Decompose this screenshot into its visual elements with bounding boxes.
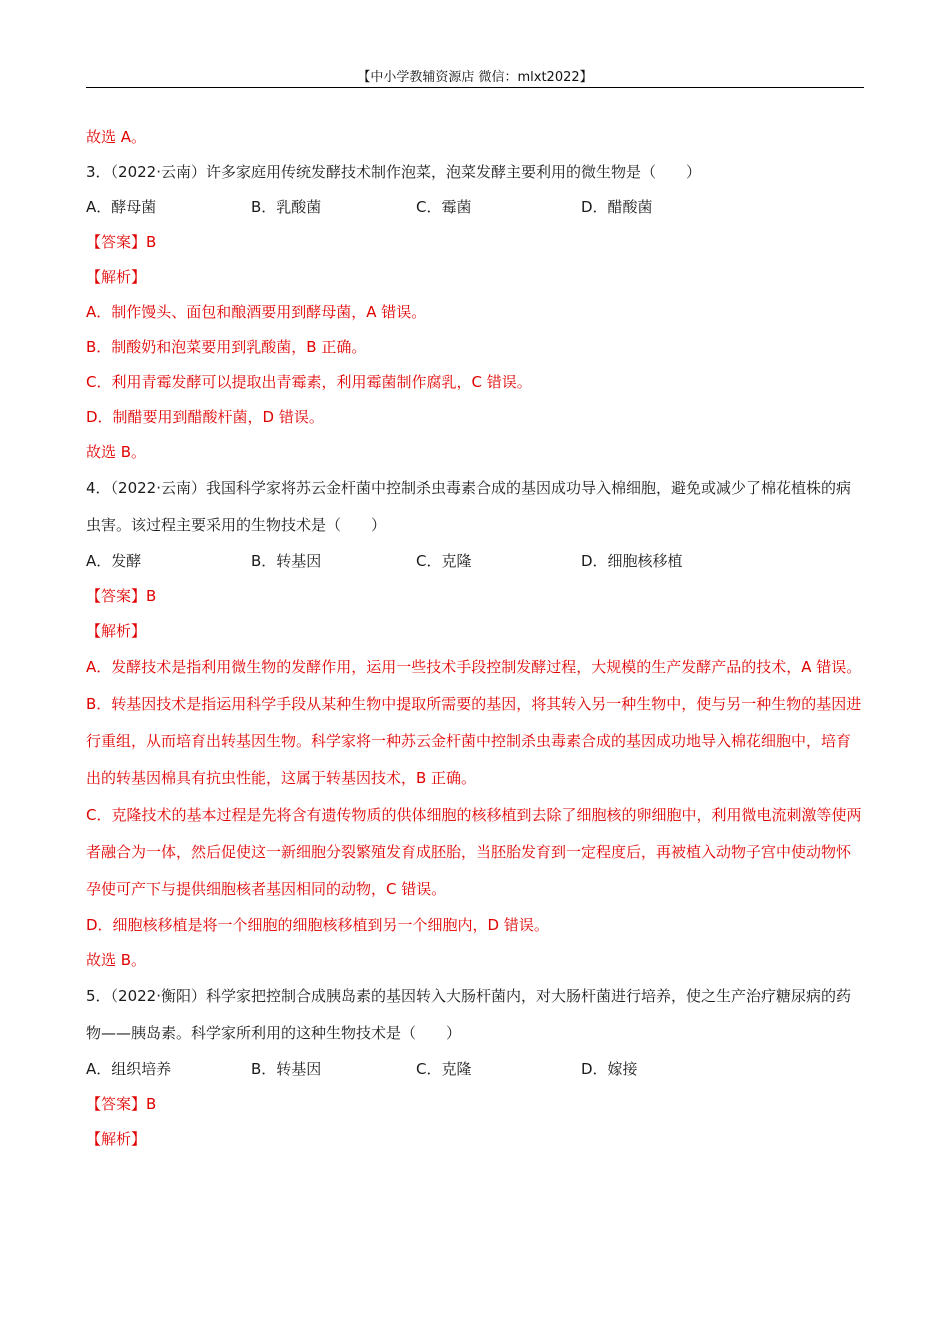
conclusion: 故选 B。 [86, 443, 147, 461]
question-stem: 5．（2022·衡阳）科学家把控制合成胰岛素的基因转入大肠杆菌内，对大肠杆菌进行培养，使之生产治疗糖尿病的药物——胰岛素。科学家所利用的这种生物技术是（ ） [86, 987, 851, 1042]
analysis-c: C．利用青霉发酵可以提取出青霉素，利用霉菌制作腐乳，C 错误。 [86, 373, 532, 391]
analysis-label: 【解析】 [86, 622, 147, 640]
option-a: A．酵母菌 [86, 198, 157, 216]
page-header: 【中小学教辅资源店 微信：mlxt2022】 [357, 70, 593, 85]
option-a: A．组织培养 [86, 1060, 172, 1078]
option-d: D．醋酸菌 [581, 198, 653, 216]
answer-label: 【答案】 [86, 233, 147, 251]
question-4 [86, 470, 864, 978]
analysis-label: 【解析】 [86, 268, 147, 286]
option-a: A．发酵 [86, 552, 142, 570]
question-stem: 4．（2022·云南）我国科学家将苏云金杆菌中控制杀虫毒素合成的基因成功导入棉细胞，避免或减少了棉花植株的病虫害。该过程主要采用的生物技术是（ ） [86, 479, 851, 534]
option-d: D．嫁接 [581, 1060, 638, 1078]
options-row [86, 190, 864, 225]
question-5 [86, 978, 864, 1157]
option-b: B．转基因 [251, 1060, 322, 1078]
options-row [86, 544, 864, 579]
option-c: C．霉菌 [416, 198, 472, 216]
option-b: B．乳酸菌 [251, 198, 322, 216]
answer-value: B [146, 1095, 157, 1113]
answer-label: 【答案】 [86, 1095, 147, 1113]
answer-line [86, 1087, 864, 1122]
analysis-label: 【解析】 [86, 1130, 147, 1148]
analysis-a: A．发酵技术是指利用微生物的发酵作用，运用一些技术手段控制发酵过程，大规模的生产发酵产品的技术，A 错误。 [86, 658, 862, 676]
analysis-d: D．细胞核移植是将一个细胞的细胞核移植到另一个细胞内，D 错误。 [86, 916, 549, 934]
answer-line [86, 225, 864, 260]
option-d: D．细胞核移植 [581, 552, 683, 570]
answer-value: B [146, 233, 157, 251]
header-divider [86, 87, 864, 88]
analysis-d: D．制醋要用到醋酸杆菌，D 错误。 [86, 408, 324, 426]
analysis-c: C．克隆技术的基本过程是先将含有遗传物质的供体细胞的核移植到去除了细胞核的卵细胞中，利用微电流刺激等使两者融合为一体，然后促使这一新细胞分裂繁殖发育成胚胎，当胚胎发育到一定程度后，再被植入动物子宫中使动物怀孕使可产下与提供细胞核者基因相同的动物，C 错误。 [86, 806, 862, 898]
answer-value: B [146, 587, 157, 605]
option-b: B．转基因 [251, 552, 322, 570]
options-row [86, 1052, 864, 1087]
conclusion: 故选 B。 [86, 951, 147, 969]
answer-line [86, 579, 864, 614]
option-c: C．克隆 [416, 552, 472, 570]
question-stem: 3．（2022·云南）许多家庭用传统发酵技术制作泡菜，泡菜发酵主要利用的微生物是（ ） [86, 163, 701, 181]
analysis-b: B．转基因技术是指运用科学手段从某种生物中提取所需要的基因，将其转入另一种生物中，使与另一种生物的基因进行重组，从而培育出转基因生物。科学家将一种苏云金杆菌中控制杀虫毒素合成的基因成功地导入棉花细胞中，培育出的转基因棉具有抗虫性能，这属于转基因技术，B 正确。 [86, 695, 862, 787]
option-c: C．克隆 [416, 1060, 472, 1078]
analysis-a: A．制作馒头、面包和酿酒要用到酵母菌，A 错误。 [86, 303, 427, 321]
question-3 [86, 155, 864, 470]
analysis-b: B．制酸奶和泡菜要用到乳酸菌，B 正确。 [86, 338, 367, 356]
answer-label: 【答案】 [86, 587, 147, 605]
document-body [86, 120, 864, 1157]
previous-conclusion: 故选 A。 [86, 128, 147, 146]
